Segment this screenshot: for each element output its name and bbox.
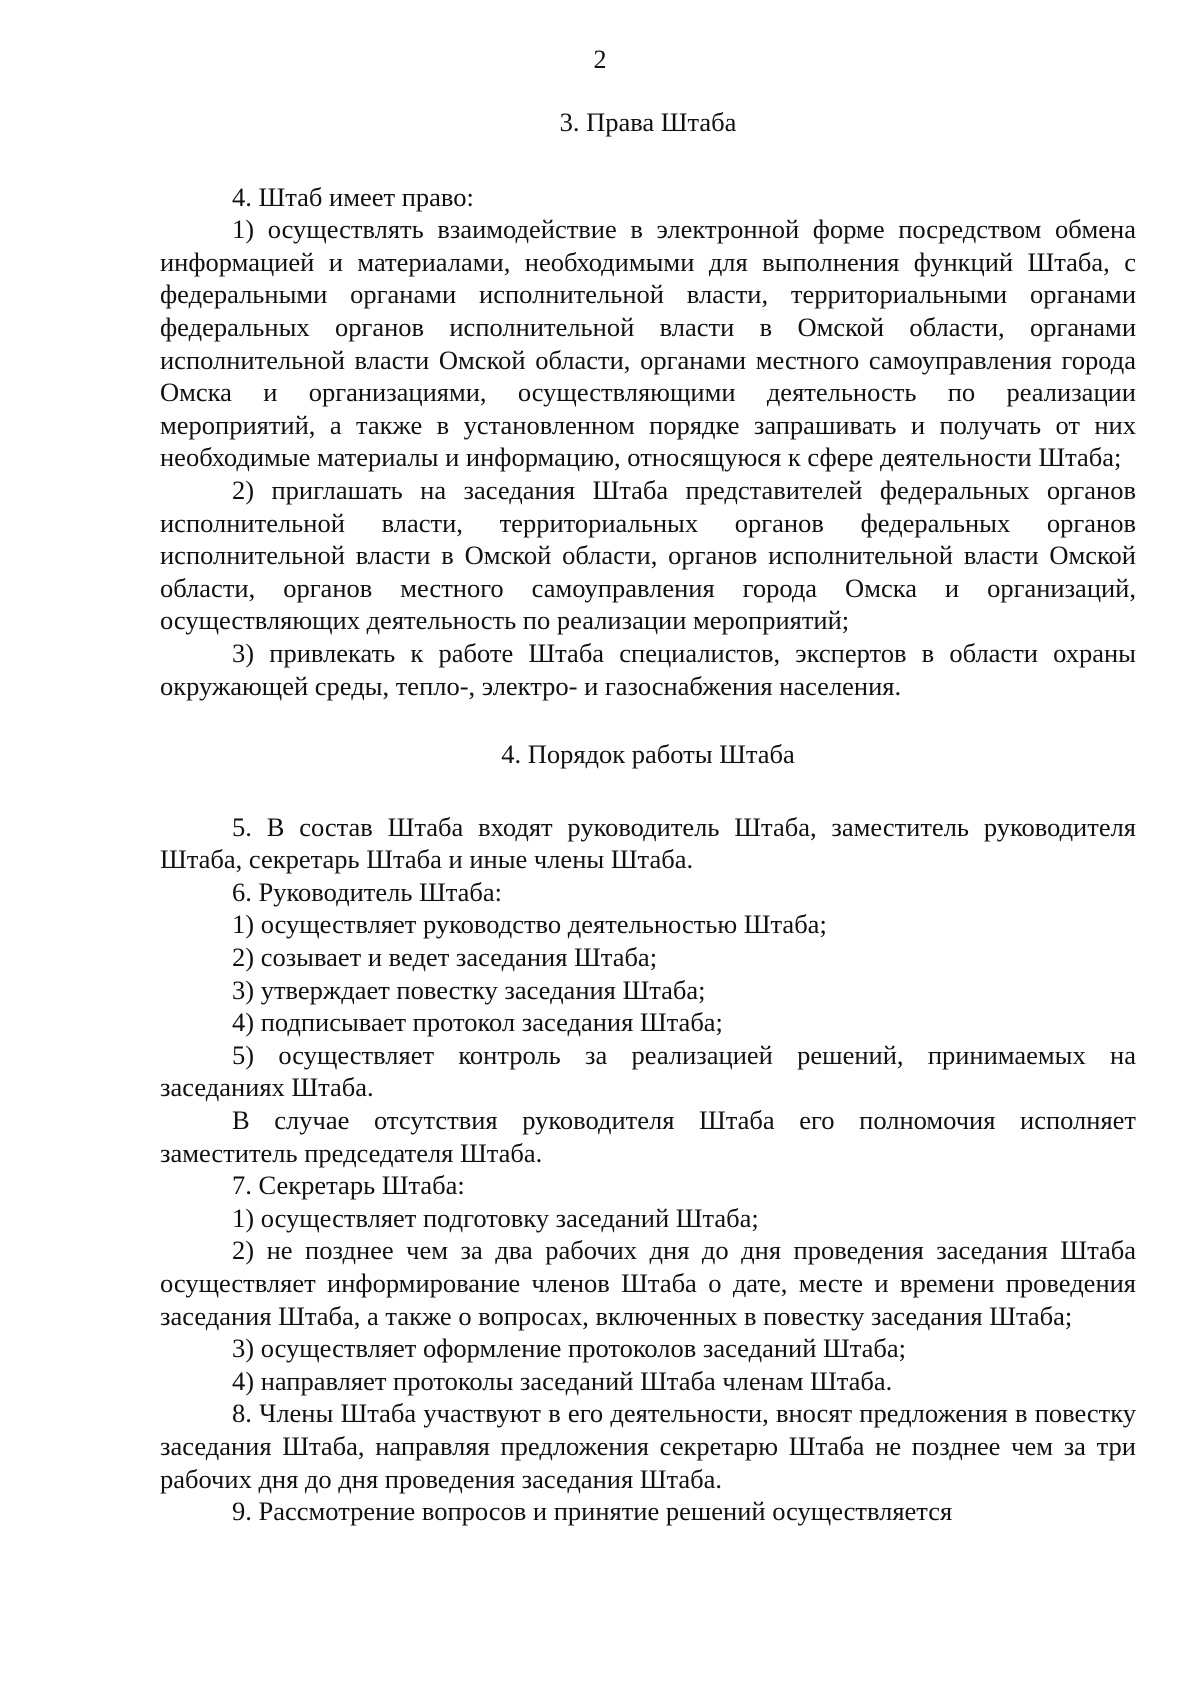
paragraph-secretary-duty-1: 1) осуществляет подготовку заседаний Штаба; bbox=[232, 1202, 759, 1233]
paragraph-head-duty-4: 4) подписывает протокол заседания Штаба; bbox=[232, 1007, 723, 1038]
paragraph-head-duty-3: 3) утверждает повестку заседания Штаба; bbox=[232, 974, 706, 1005]
section-heading-rights: 3. Права Штаба bbox=[559, 107, 737, 137]
paragraph-head-absence: В случае отсутствия руководителя Штаба его полномочия исполняет заместитель председателя Штаба. bbox=[160, 1105, 1136, 1168]
paragraph-head-duty-5: 5) осуществляет контроль за реализацией решений, принимаемых на заседаниях Штаба. bbox=[160, 1039, 1136, 1103]
paragraph-item-9: 9. Рассмотрение вопросов и принятие решений осуществляется bbox=[232, 1496, 953, 1527]
paragraph-rights-2: 2) приглашать на заседания Штаба представителей федеральных органов исполнительной власти, территориальных органов федеральных органов исполнительной власти в Омской области, органов исполнительной власти Омской области, органов местного самоуправления города Омска и организаций, осуществляющих деятельность по реализации мероприятий; bbox=[160, 474, 1136, 636]
paragraph-secretary-duty-2: 2) не позднее чем за два рабочих дня до дня проведения заседания Штаба осуществляет информирование членов Штаба о дате, месте и времени проведения заседания Штаба, а также о вопросах, включенных в повестку заседания Штаба; bbox=[160, 1235, 1136, 1331]
paragraph-item-8: 8. Члены Штаба участвуют в его деятельности, вносят предложения в повестку заседания Штаба, направляя предложения секретарю Штаба не позднее чем за три рабочих дня до дня проведения заседания Штаба. bbox=[160, 1398, 1136, 1494]
paragraph-secretary-duty-3: 3) осуществляет оформление протоколов заседаний Штаба; bbox=[232, 1333, 907, 1364]
paragraph-head-duty-2: 2) созывает и ведет заседания Штаба; bbox=[232, 942, 658, 973]
page-number: 2 bbox=[593, 45, 607, 74]
paragraph-item-6: 6. Руководитель Штаба: bbox=[232, 876, 503, 907]
paragraph-item-5: 5. В состав Штаба входят руководитель Штаба, заместитель руководителя Штаба, секретарь Штаба и иные члены Штаба. bbox=[160, 811, 1136, 875]
paragraph-rights-1: 1) осуществлять взаимодействие в электронной форме посредством обмена информацией и материалами, необходимыми для выполнения функций Штаба, с федеральными органами исполнительной власти, территориальными органами федеральных органов исполнительной власти в Омской области, органами исполнительной власти Омской области, органами местного самоуправления города Омска и организациями, осуществляющими деятельность по реализации мероприятий, а также в установленном порядке запрашивать и получать от них необходимые материалы и информацию, относящуюся к сфере деятельности Штаба; bbox=[160, 214, 1136, 473]
paragraph-head-duty-1: 1) осуществляет руководство деятельностью Штаба; bbox=[232, 909, 827, 940]
section-heading-procedure: 4. Порядок работы Штаба bbox=[501, 739, 795, 770]
paragraph-item-7: 7. Секретарь Штаба: bbox=[232, 1170, 465, 1201]
paragraph-item-4: 4. Штаб имеет право: bbox=[232, 181, 474, 212]
document-body bbox=[160, 106, 1136, 1528]
paragraph-rights-3: 3) привлекать к работе Штаба специалистов, экспертов в области охраны окружающей среды, тепло-, электро- и газоснабжения населения. bbox=[160, 637, 1136, 701]
paragraph-secretary-duty-4: 4) направляет протоколы заседаний Штаба членам Штаба. bbox=[232, 1365, 893, 1396]
